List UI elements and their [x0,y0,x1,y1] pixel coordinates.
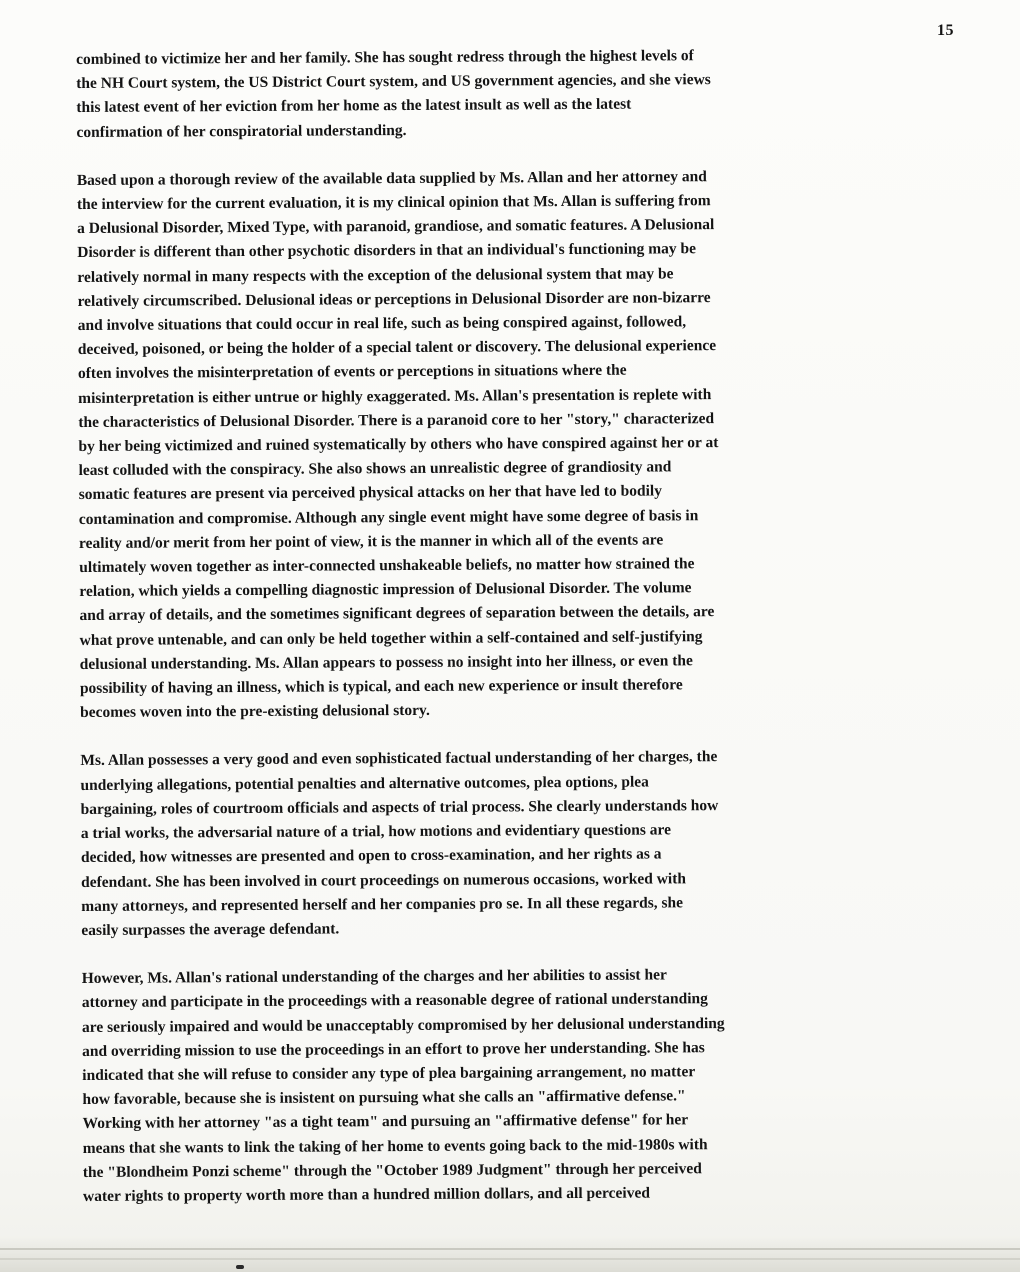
scan-bottom-edge [0,1236,1020,1272]
report-body [76,43,961,1233]
scan-edge-line [0,1248,1020,1250]
paragraph-factual-understanding: Ms. Allan possesses a very good and even sophisticated factual understanding of her charges, the underlying allegations, potential penalties and alternative outcomes, plea options, plea bargaining, roles of courtroom officials and aspects of trial process. She clearly understands how a trial works, the adversarial nature of a trial, how motions and evidentiary questions are decided, how witnesses are presented and open to cross-examination, and her rights as a defendant. She has been involved in court proceedings on numerous occasions, worked with many attorneys, and represented herself and her companies pro se. In all these regards, she easily surpasses the average defendant. [80,748,719,939]
paragraph-conspiracy-summary: combined to victimize her and her family. She has sought redress through the highest levels of the NH Court system, the US District Court system, and US government agencies, and she views this latest event of her eviction from her home as the latest insult as well as the latest confirmation of her conspiratorial understanding. [76,47,711,141]
scan-edge-line [0,1258,1020,1260]
paragraph-rational-understanding: However, Ms. Allan's rational understanding of the charges and her abilities to assist her attorney and participate in the proceedings with a reasonable degree of rational understanding are seriously impaired and would be unacceptably compromised by her delusional understanding and overriding mission to use the proceedings in an effort to prove her understanding. She has indicated that she will refuse to consider any type of plea bargaining arrangement, no matter how favorable, because she is insistent on pursuing what she calls an "affirmative defense." Working with her attorney "as a tight team" and pursuing an "affirmative defense" for her means that she wants to link the taking of her home to events going back to the mid-1980s with the "Blondheim Ponzi scheme" through the "October 1989 Judgment" through her perceived water rights to property worth more than a hundred million dollars, and all perceived [81,966,725,1205]
paragraph-clinical-opinion: Based upon a thorough review of the available data supplied by Ms. Allan and her attorney and the interview for the current evaluation, it is my clinical opinion that Ms. Allan is suffering from a Delusional Disorder, Mixed Type, with paranoid, grandiose, and somatic features. A Delusional Disorder is different than other psychotic disorders in that an individual's functioning may be relatively normal in many respects with the exception of the delusional system that may be relatively circumscribed. Delusional ideas or perceptions in Delusional Disorder are non-bizarre and involve situations that could occur in real life, such as being conspired against, followed, deceived, poisoned, or being the holder of a special talent or discovery. The delusional experience often involves the misinterpretation of events or perceptions in situations where the misinterpretation is either untrue or highly exaggerated. Ms. Allan's presentation is replete with the characteristics of Delusional Disorder. There is a paranoid core to her "story," characterized by her being victimized and ruined systematically by others who have conspired against her or at least colluded with the conspiracy. She also shows an unrealistic degree of grandiosity and somatic features are present via perceived physical attacks on her that have led to bodily contamination and compromise. Although any single event might have some degree of basis in reality and/or merit from her point of view, it is the manner in which all of the events are ultimately woven together as inter-connected unshakeable beliefs, no matter how strained the relation, which yields a compelling diagnostic impression of Delusional Disorder. The volume and array of details, and the sometimes significant degrees of separation between the details, are what prove untenable, and can only be held together within a self-contained and self-justifying delusional understanding. Ms. Allan appears to possess no insight into her illness, or even the possibility of having an illness, which is typical, and each new experience or insult therefore becomes woven into the pre-existing delusional story. [76,167,719,722]
scan-speck [236,1265,244,1269]
page-number: 15 [937,22,954,39]
